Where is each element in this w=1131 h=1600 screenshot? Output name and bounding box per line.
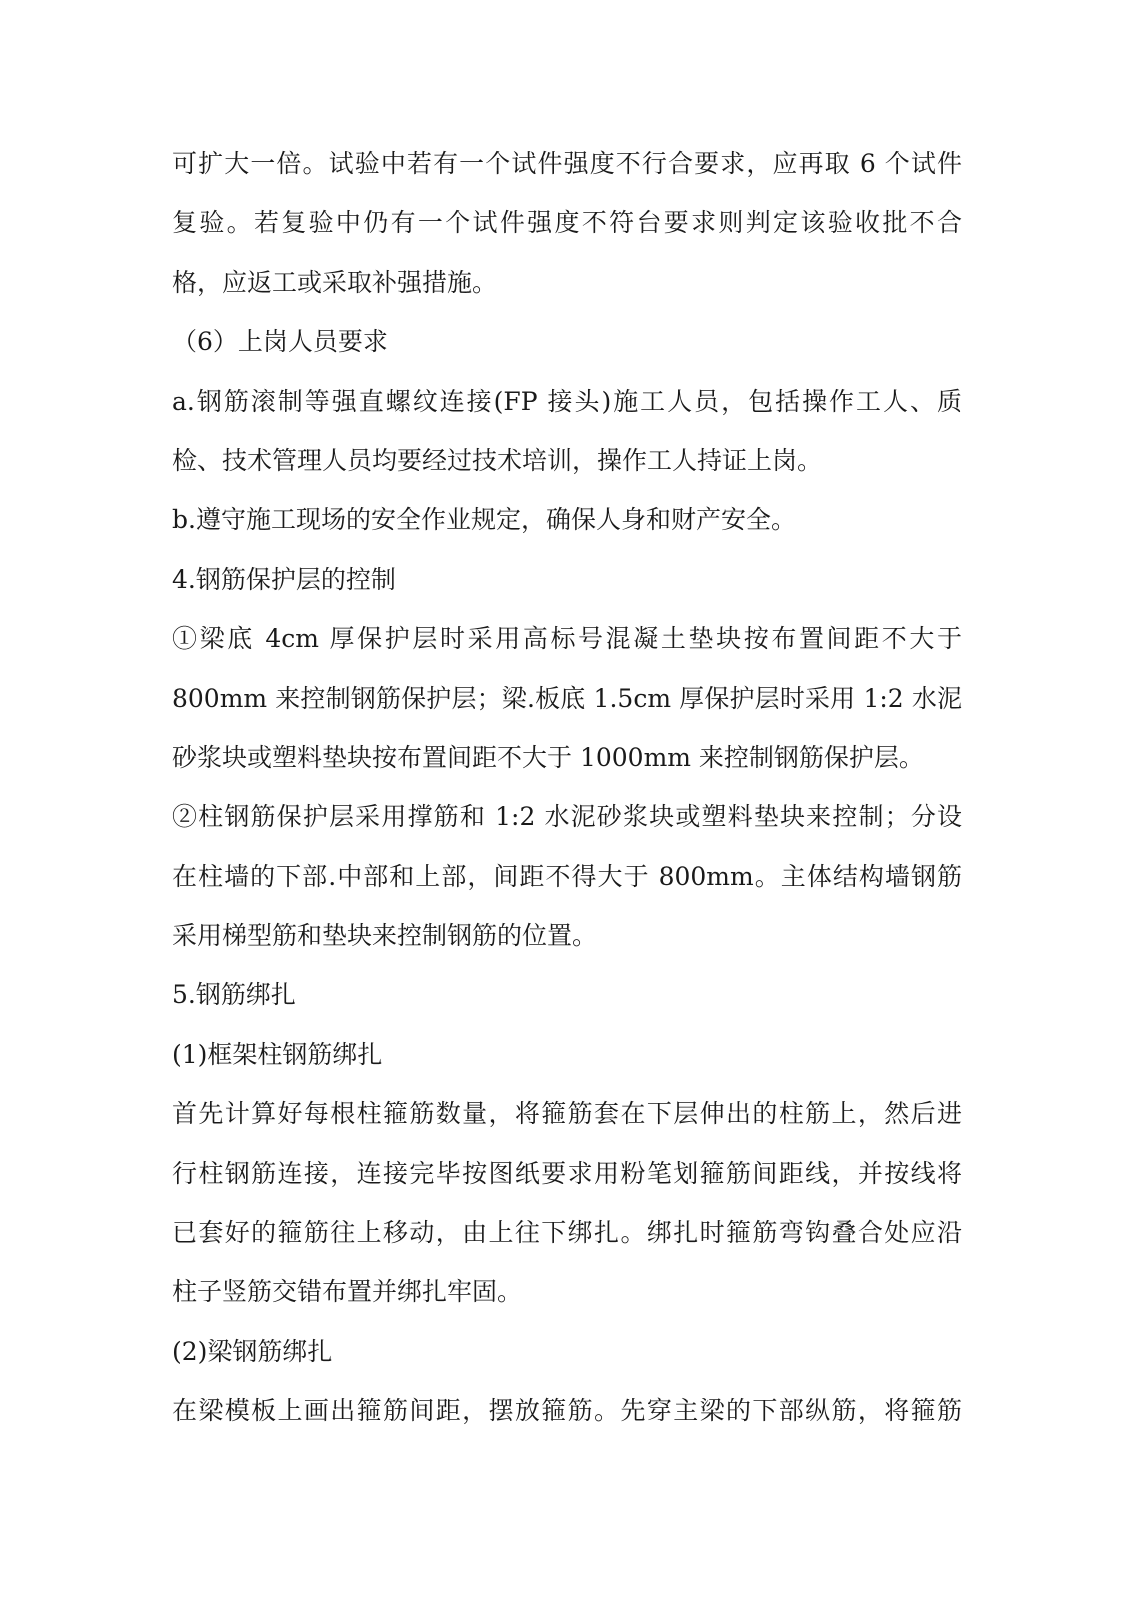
text-line: 复验。若复验中仍有一个试件强度不符台要求则判定该验收批不合 — [172, 208, 962, 238]
text-line: 柱子竖筋交错布置并绑扎牢固。 — [172, 1277, 523, 1307]
text-line: 首先计算好每根柱箍筋数量，将箍筋套在下层伸出的柱筋上，然后进 — [172, 1099, 962, 1129]
text-line: ①梁底 4cm 厚保护层时采用高标号混凝土垫块按布置间距不大于 — [172, 624, 962, 654]
text-line: 在梁模板上画出箍筋间距，摆放箍筋。先穿主梁的下部纵筋，将箍筋 — [172, 1396, 962, 1426]
section-heading: 4.钢筋保护层的控制 — [172, 564, 396, 594]
text-line: 采用梯型筋和垫块来控制钢筋的位置。 — [172, 921, 598, 951]
document-body — [172, 134, 962, 1441]
text-line: 在柱墙的下部.中部和上部，间距不得大于 800mm。主体结构墙钢筋 — [172, 861, 962, 891]
text-line: 行柱钢筋连接，连接完毕按图纸要求用粉笔划箍筋间距线，并按线将 — [172, 1158, 962, 1188]
text-line: 检、技术管理人员均要经过技术培训，操作工人持证上岗。 — [172, 445, 823, 475]
subsection-heading: (2)梁钢筋绑扎 — [172, 1336, 333, 1366]
text-line: 800mm 来控制钢筋保护层；梁.板底 1.5cm 厚保护层时采用 1:2 水泥 — [172, 683, 962, 713]
section-heading: 5.钢筋绑扎 — [172, 980, 296, 1010]
text-line: b.遵守施工现场的安全作业规定，确保人身和财产安全。 — [172, 505, 796, 535]
section-heading: （6）上岗人员要求 — [172, 327, 388, 357]
text-line: 可扩大一倍。试验中若有一个试件强度不行合要求，应再取 6 个试件 — [172, 149, 962, 178]
text-line: ②柱钢筋保护层采用撑筋和 1:2 水泥砂浆块或塑料垫块来控制；分设 — [172, 802, 962, 832]
text-line: 已套好的箍筋往上移动，由上往下绑扎。绑扎时箍筋弯钩叠合处应沿 — [172, 1218, 962, 1248]
text-line: 格，应返工或采取补强措施。 — [172, 267, 498, 297]
subsection-heading: (1)框架柱钢筋绑扎 — [172, 1039, 383, 1069]
text-line: 砂浆块或塑料垫块按布置间距不大于 1000mm 来控制钢筋保护层。 — [172, 742, 924, 772]
text-line: a.钢筋滚制等强直螺纹连接(FP 接头)施工人员，包括操作工人、质 — [172, 386, 962, 416]
